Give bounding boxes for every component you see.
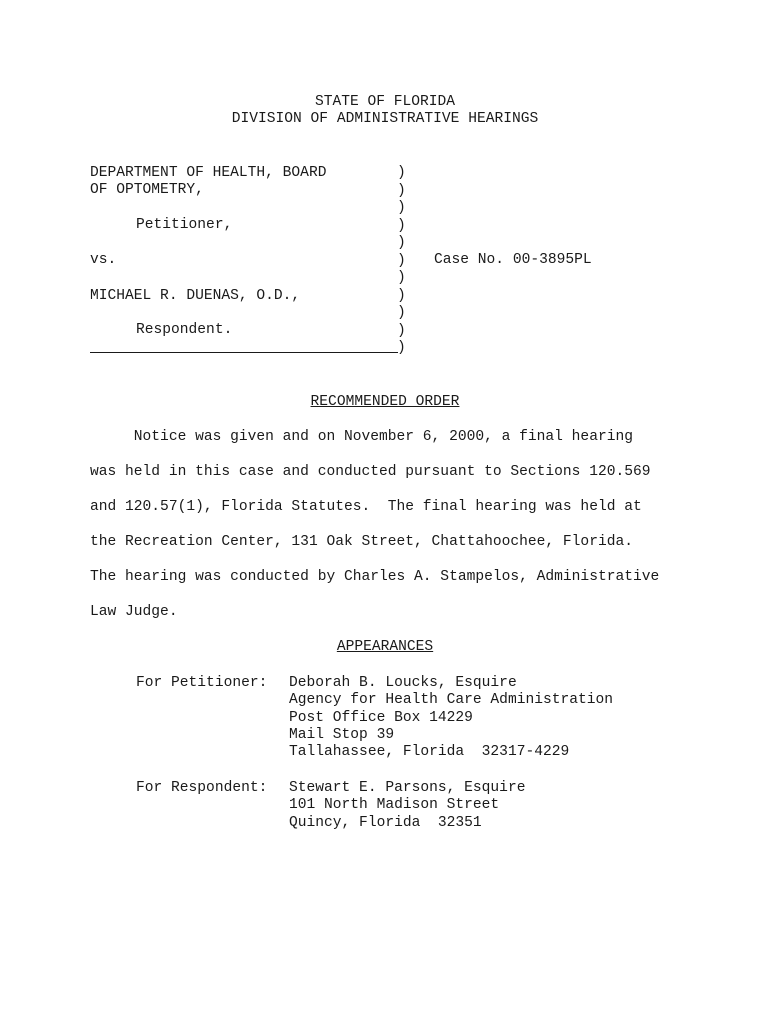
caption-paren: ): [397, 217, 406, 234]
respondent-counsel-label: For Respondent:: [136, 780, 268, 796]
address-line: Agency for Health Care Administration: [289, 692, 614, 708]
address-line: 101 North Madison Street: [289, 797, 500, 813]
case-number: Case No. 00-3895PL: [434, 252, 592, 268]
versus-label: vs.: [90, 252, 117, 268]
respondent-name: MICHAEL R. DUENAS, O.D.,: [90, 288, 301, 304]
body-line: and 120.57(1), Florida Statutes. The final hearing was held at: [90, 499, 642, 515]
caption-paren: ): [397, 165, 406, 181]
address-line: Tallahassee, Florida 32317-4229: [289, 744, 570, 760]
header-state: STATE OF FLORIDA: [314, 94, 456, 110]
caption-paren: ): [397, 200, 406, 216]
caption-paren: ): [397, 235, 406, 251]
caption-paren: ): [397, 340, 406, 356]
caption-paren: ): [397, 287, 406, 304]
address-line: Quincy, Florida 32351: [289, 815, 482, 831]
body-line: the Recreation Center, 131 Oak Street, Chattahoochee, Florida.: [90, 534, 633, 550]
caption-paren: ): [397, 270, 406, 286]
header-division: DIVISION OF ADMINISTRATIVE HEARINGS: [231, 111, 539, 127]
body-line: was held in this case and conducted pursuant to Sections 120.569: [90, 464, 651, 480]
caption-paren: ): [397, 322, 406, 339]
body-line: Notice was given and on November 6, 2000, a final hearing: [90, 429, 633, 445]
petitioner-name-line2: OF OPTOMETRY,: [90, 182, 204, 198]
petitioner-role: Petitioner,: [136, 217, 233, 233]
appearances-title: APPEARANCES: [336, 639, 434, 655]
body-line: Law Judge.: [90, 604, 178, 620]
caption-paren: ): [397, 305, 406, 321]
order-title: RECOMMENDED ORDER: [310, 394, 460, 410]
respondent-role: Respondent.: [136, 322, 233, 338]
caption-rule: [90, 352, 398, 353]
petitioner-counsel-label: For Petitioner:: [136, 675, 268, 691]
address-line: Deborah B. Loucks, Esquire: [289, 675, 517, 691]
body-line: The hearing was conducted by Charles A. Stampelos, Administrative: [90, 569, 660, 585]
caption-paren: ): [397, 252, 406, 269]
address-line: Post Office Box 14229: [289, 710, 473, 726]
petitioner-name-line1: DEPARTMENT OF HEALTH, BOARD: [90, 165, 327, 181]
address-line: Stewart E. Parsons, Esquire: [289, 780, 526, 796]
caption-paren: ): [397, 182, 406, 199]
address-line: Mail Stop 39: [289, 727, 395, 743]
